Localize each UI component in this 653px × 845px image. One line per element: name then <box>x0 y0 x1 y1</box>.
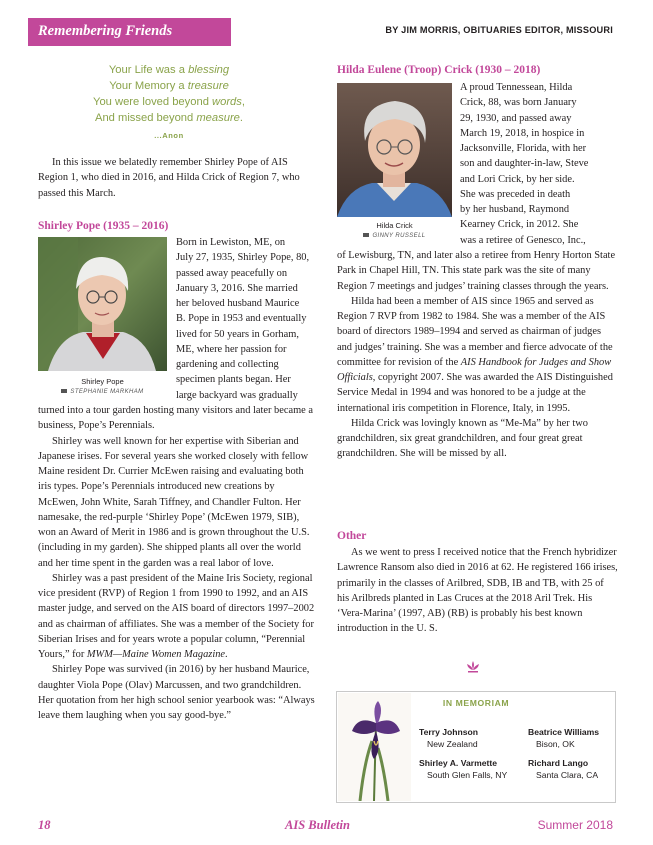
text-line: ME, where her passion for <box>176 343 287 355</box>
other-body <box>337 545 618 637</box>
memoriam-entry: Terry Johnson New Zealand <box>419 727 479 749</box>
poem-line-1: Your Life was a blessing <box>108 64 230 76</box>
shirley-paragraph-2: Shirley was well known for her expertise with Siberian and Japanese irises. For several years she worked closely with fellow Maine resident Dr. Currier McEwen raising and evaluating both iris types. Pope’s Perennials introduced new creations by McEwen, John White, Sarah Tiffney, and Chandler Fulton. Her namesake, the red-purple ‘Shirley Pope’ (McEwen 1979, SIB), won an Award of Merit in 1986 and is grown throughout the U.S. (including in my garden). She shipped plants all over the world and her time spent in the garden was a real labor of love. <box>38 435 310 569</box>
text-line: specimen plants began. Her <box>176 374 291 386</box>
intro-paragraph: In this issue we belatedly remember Shirley Pope of AIS Region 1, who died in 2016, and Hilda Crick of Region 7, who passed this March. <box>38 157 300 199</box>
shirley-photo-credit: STEPHANIE MARKHAM <box>38 387 167 397</box>
text-line: B. Pope in 1953 and eventually <box>176 313 307 325</box>
shirley-photo-caption: Shirley Pope STEPHANIE MARKHAM <box>38 377 167 397</box>
text-line: Crick, 88, was born January <box>460 97 577 109</box>
text-line: passed away peacefully on <box>176 267 288 279</box>
shirley-paragraph-1-wrap <box>176 235 312 403</box>
text-line: gardening and collecting <box>176 359 279 370</box>
text-line: her beloved husband Maurice <box>176 298 300 309</box>
text-line: Born in Lewiston, ME, on <box>176 237 286 248</box>
in-memoriam-box <box>336 691 616 803</box>
hilda-heading: Hilda Eulene (Troop) Crick (1930 – 2018) <box>337 64 541 76</box>
hilda-body: of Lewisburg, TN, and later also a retiree from Henry Horton State Park in Chapel Hill, TN. This state park was the site of many Region 7 meetings and judges’ training classes through the years. Hilda had been a member of AIS since 1965 and served as Region 7 RVP from 1982 to 1984. She was a member of the AIS board of directors 1989–1994 and served as chairman of judges and judges’ training. She was a member and fierce advocate of the committee for revision of the AIS Handbook for Judges and Show Officials, copyright 2007. She was awarded the AIS Distinguished Service Medal in 1994 and was honored to be a judge at the international iris competition in Florence, Italy, in 1995. Hilda Crick was lovingly known as “Me-Ma” by her two grandchildren, six great grandchildren, and four great great grandchildren. She will be missed by all. <box>337 248 618 462</box>
camera-icon <box>363 233 369 237</box>
memorial-poem <box>38 62 300 144</box>
text-line: son and daughter-in-law, Steve <box>460 158 589 170</box>
section-title: Remembering Friends <box>38 23 173 39</box>
camera-icon <box>61 389 67 393</box>
hilda-photo-credit: GINNY RUSSELL <box>337 231 452 241</box>
floral-ornament-icon <box>465 660 481 674</box>
text-line: was a retiree of Genesco, Inc., <box>460 234 586 246</box>
text-line: by her husband, Raymond <box>460 204 570 215</box>
memoriam-entry: Richard Lango Santa Clara, CA <box>528 758 599 780</box>
byline: BY JIM MORRIS, OBITUARIES EDITOR, MISSOURI <box>385 25 613 35</box>
shirley-paragraph-4: Shirley Pope was survived (in 2016) by her husband Maurice, daughter Viola Pope (Olav) Marcussen, and two grandchildren. Her quotation from her high school senior yearbook was: “Always leave them laughing when you say good-bye.” <box>38 664 315 721</box>
iris-illustration-icon <box>338 693 411 801</box>
shirley-heading: Shirley Pope (1935 – 2016) <box>38 220 169 232</box>
shirley-paragraph-3: Shirley was a past president of the Maine Iris Society, regional vice president (RVP) of Region 1 from 1990 to 1992, and an AIS master judge, and served on the AIS board of directors 1997–2002 and as chairman of affiliates. She was a member of the Society for Siberian Irises and for years wrote a popular column, “Perennial Yours,” for MWM—Maine Women Magazine. <box>38 572 315 660</box>
text-line: July 27, 1935, Shirley Pope, 80, <box>176 252 310 264</box>
text-line: lived for 50 years in Gorham, <box>176 328 299 340</box>
hilda-photo-caption: Hilda Crick GINNY RUSSELL <box>337 221 452 241</box>
hilda-p1-lines <box>460 80 620 248</box>
section-banner <box>28 18 231 46</box>
poem-line-2: Your Memory a treasure <box>109 80 229 92</box>
other-paragraph: As we went to press I received notice that the French hybridizer Lawrence Ransom also died in 2016 at 62. He registered 166 irises, primarily in the classes of Arilbred, SDB, IB and TB, with 25 of his Arilbreds planted in Las Cruces at the 2018 Aril Trek. His ‘Vera-Marina’ (1997, AB) (RB) is probably his best known introduction in the U. S. <box>337 547 618 635</box>
shirley-body: turned into a tour garden hosting many visitors and later became a business, Pope’s Perennials. Shirley was well known for her expertise with Siberian and Japanese irises. For several years she worked closely with fellow Maine resident Dr. Currier McEwen raising and evaluating both iris types. Pope’s Perennials introduced new creations by McEwen, John White, Sarah Tiffney, and Chandler Fulton. Her namesake, the red-purple ‘Shirley Pope’ (McEwen 1979, SIB), won an Award of Merit in 1986 and is grown throughout the U.S. (including in my garden). She shipped plants all over the world and her time spent in the garden was a real labor of love. Shirley was a past president of the Maine Iris Society, regional vice president (RVP) of Region 1 from 1990 to 1992, and an AIS master judge, and served on the AIS board of directors 1997–2002 and as chairman of affiliates. She was a member of the Society for Siberian Irises and for years wrote a popular column, “Perennial Yours,” for MWM—Maine Women Magazine. Shirley Pope was survived (in 2016) by her husband Maurice, daughter Viola Pope (Olav) Marcussen, and two grandchildren. Her quotation from her high school senior yearbook was: “Always leave them laughing when you say good-bye.” <box>38 403 316 723</box>
text-line: 29, 1930, and passed away <box>460 112 572 124</box>
hilda-crick-photo <box>337 83 452 217</box>
text-line: January 3, 2016. She married <box>176 282 298 294</box>
text-line: Kearney Crick, in 2012. She <box>460 219 579 231</box>
hilda-paragraph-1-wrap <box>460 80 620 248</box>
issue-date: Summer 2018 <box>537 818 613 832</box>
other-heading: Other <box>337 530 367 542</box>
hilda-paragraph-2: Hilda had been a member of AIS since 1965 and served as Region 7 RVP from 1982 to 1984. She was a member of the AIS board of directors 1989–1994 and served as chairman of judges and judges’ training. She was a member and fierce advocate of the committee for revision of the AIS Handbook for Judges and Show Officials, copyright 2007. She was awarded the AIS Distinguished Service Medal in 1994 and was honored to be a judge at the international iris competition in Florence, Italy, in 1995. <box>337 295 613 414</box>
publication-title: AIS Bulletin <box>285 818 350 832</box>
shirley-p1-lines <box>176 235 312 403</box>
text-line: March 19, 2018, in hospice in <box>460 127 585 139</box>
poem-line-3: You were loved beyond words, <box>93 96 245 108</box>
in-memoriam-title: IN MEMORIAM <box>442 698 510 708</box>
poem-author: ...Anon <box>154 131 184 140</box>
memoriam-entry: Beatrice Williams Bison, OK <box>528 727 600 749</box>
text-line: and Lori Crick, by her side. <box>460 173 575 185</box>
text-line: Jacksonville, Florida, with her <box>460 143 587 154</box>
page-number: 18 <box>38 818 51 832</box>
shirley-pope-photo <box>38 237 167 371</box>
text-line: large backyard was gradually <box>176 389 298 401</box>
text-line: A proud Tennessean, Hilda <box>460 82 573 93</box>
memoriam-entry: Shirley A. Varmette South Glen Falls, NY <box>419 758 508 780</box>
text-line: She was preceded in death <box>460 188 571 200</box>
hilda-paragraph-3: Hilda Crick was lovingly known as “Me-Ma” by her two grandchildren, six great grandchildren, and four great great grandchildren. She will be missed by all. <box>337 417 588 460</box>
poem-line-4: And missed beyond measure. <box>94 112 243 124</box>
